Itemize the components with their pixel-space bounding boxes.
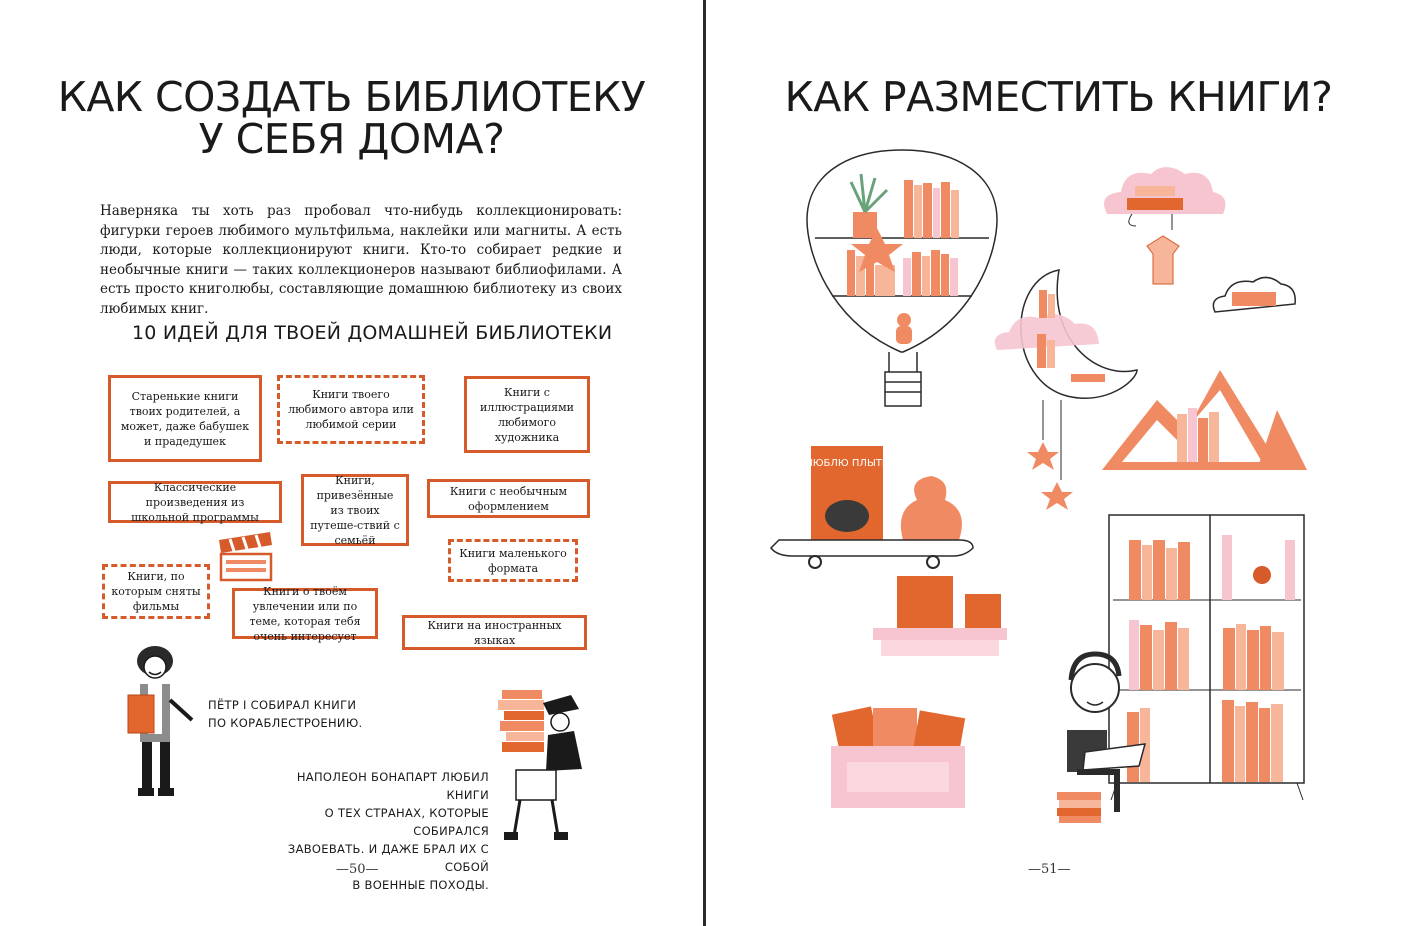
idea-box-favorite-author [277,375,425,444]
idea-box-small-format [448,539,578,582]
right-page-title: КАК РАЗМЕСТИТЬ КНИГИ? [784,73,1333,121]
idea-box-illustrator [464,376,590,453]
right-page [707,0,1410,926]
napoleon-illustration [498,690,582,840]
caption-peter-line2: ПО КОРАБЛЕСТРОЕНИЮ. [208,716,363,730]
idea-text: Книги твоего любимого автора или любимой серии [288,388,414,431]
crate-bookshelf-illustration [831,706,965,808]
idea-text: Классические произведения из школьной программы [131,480,259,524]
page-number-left: —50— [336,862,379,877]
ideas-subtitle: 10 ИДЕЙ ДЛЯ ТВОЕЙ ДОМАШНЕЙ БИБЛИОТЕКИ [132,322,613,344]
caption-napoleon-line1: НАПОЛЕОН БОНАПАРТ ЛЮБИЛ КНИГИ [296,770,489,802]
idea-text: Книги на иностранных языках [427,618,562,647]
book-cover-label: ЛЮБЛЮ ПЛЫТЬ [805,458,889,469]
clapperboard-illustration [219,532,272,580]
skateboard-bookshelf-illustration [771,446,973,568]
idea-box-parents-books [108,375,262,462]
idea-box-hobby-books [232,584,378,643]
intro-paragraph: Наверняка ты хоть раз пробовал что-нибудь коллекционировать: фигурки героев любимого мультфильма, наклейки или магниты. А есть люди, которые коллекционируют книги. Кто-то собирает редкие и необычные книги — таких коллекционеров называют библиофилами. А есть просто книголюбы, составляющие домашнюю библиотеку из своих любимых книг. [100,203,622,317]
mountain-bookshelf-illustration [1102,370,1307,470]
idea-text: Книги маленького формата [459,546,567,575]
idea-text: Книги о твоём увлечении или по теме, которая тебя очень интересует [249,584,361,643]
caption-peter-line1: ПЁТР I СОБИРАЛ КНИГИ [208,698,357,712]
wall-shelf-illustration [873,576,1007,656]
idea-box-foreign-language [402,615,587,650]
caption-peter [208,696,363,732]
book-spine [703,0,706,926]
left-page-title [0,73,703,163]
idea-text: Старенькие книги твоих родителей, а может, даже бабушек и прадедушек [120,389,250,448]
balloon-bookshelf-illustration [807,150,997,406]
idea-box-school-classics [108,481,282,523]
moon-bookshelf-illustration [995,270,1137,510]
caption-napoleon [283,768,489,894]
idea-text: Книги, привезённые из твоих путеше-ствий с семьёй [310,473,400,547]
idea-text: Книги с иллюстрациями любимого художника [480,385,574,444]
caption-napoleon-line4: В ВОЕННЫЕ ПОХОДЫ. [352,878,489,892]
left-title-line2: У СЕБЯ ДОМА? [198,115,505,163]
idea-box-unusual-design [427,479,590,518]
caption-napoleon-line2: О ТЕХ СТРАНАХ, КОТОРЫЕ СОБИРАЛСЯ [324,806,489,838]
right-illustrations [707,0,1410,926]
caption-napoleon-line3: ЗАВОЕВАТЬ. И ДАЖЕ БРАЛ ИХ С СОБОЙ [287,842,489,874]
small-cloud-shelf [1213,277,1295,312]
left-title-line1: КАК СОЗДАТЬ БИБЛИОТЕКУ [57,73,646,121]
idea-text: Книги с необычным оформлением [449,484,568,513]
idea-box-movie-books [102,564,210,619]
cloud-shelf-illustration [1104,167,1225,284]
idea-box-travel-books [301,474,409,546]
peter-the-great-illustration [128,646,192,796]
idea-text: Книги, по которым сняты фильмы [111,570,201,613]
page-number-right: —51— [1028,862,1071,877]
left-page [0,0,703,926]
